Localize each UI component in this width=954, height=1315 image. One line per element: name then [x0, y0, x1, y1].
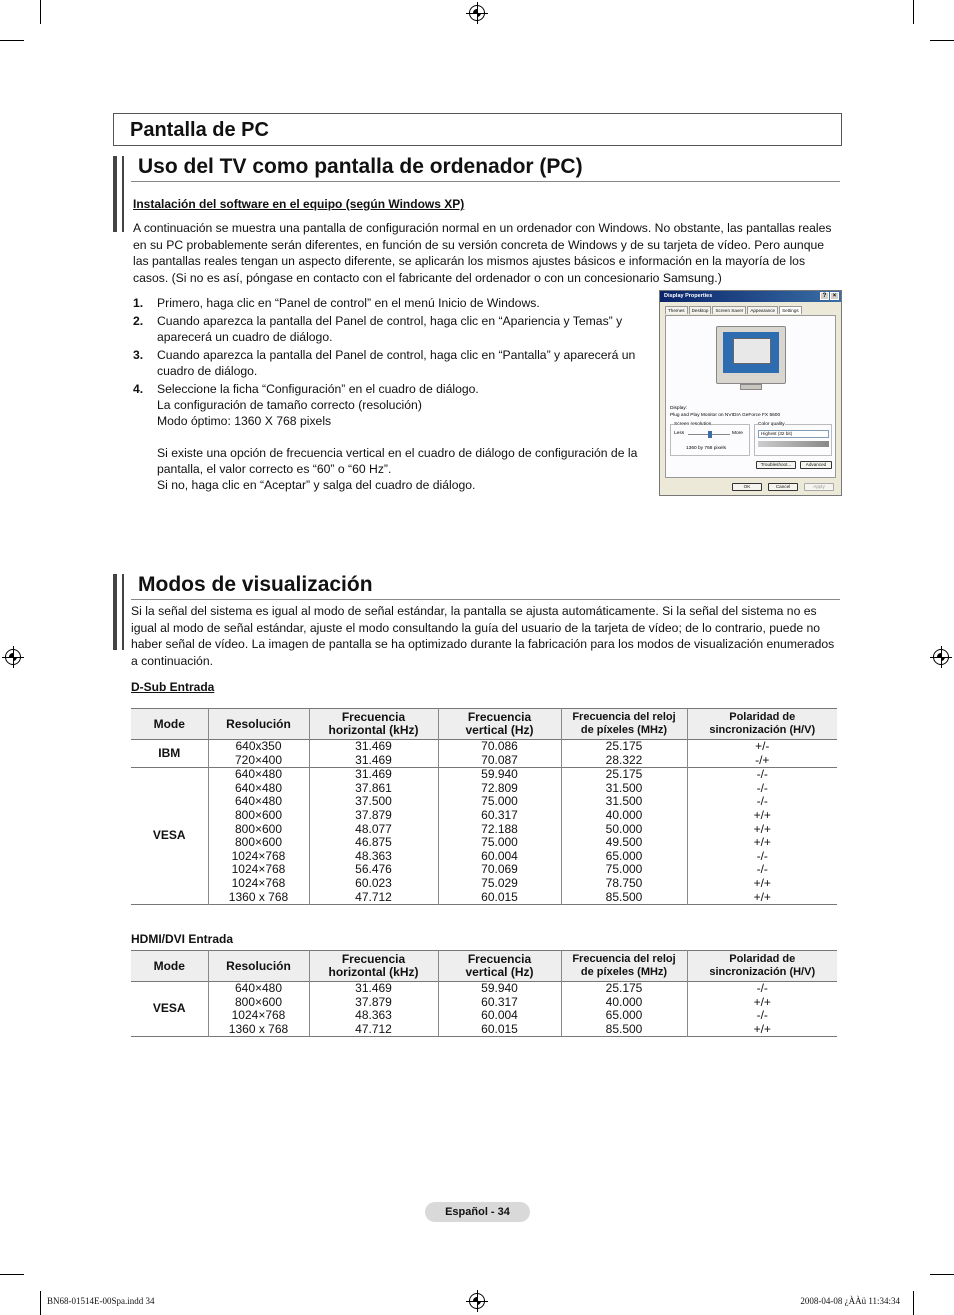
date-slug: 2008-04-08 ¿ÀÀü 11:34:34: [800, 1296, 900, 1306]
cell-line: +/+: [753, 835, 771, 850]
header-clock: Frecuencia del reloj de píxeles (MHz): [561, 709, 687, 740]
header-vfreq: Frecuencia vertical (Hz): [438, 951, 561, 982]
dialog-tabs: [660, 302, 841, 314]
cell-line: 72.188: [481, 821, 518, 836]
step-text: Cuando aparezca la pantalla del Panel de control, haga clic en “Apariencia y Temas” y aparecerá un cuadro de diálogo.: [157, 314, 623, 344]
cell-line: -/+: [755, 752, 770, 767]
step-item: [133, 381, 648, 493]
cell-line: +/+: [753, 994, 771, 1009]
cell-line: 60.317: [481, 994, 518, 1009]
cell-line: 70.086: [481, 739, 518, 753]
cell-line: 1024×768: [231, 862, 286, 877]
cell-line: 65.000: [605, 1008, 643, 1023]
table-row: [131, 768, 837, 905]
cell-line: 37.500: [355, 794, 392, 809]
tab-themes[interactable]: Themes: [665, 306, 688, 314]
monitor-stand: [740, 384, 762, 390]
cell-line: +/-: [755, 739, 770, 753]
cell-line: +/+: [753, 821, 771, 836]
cell-line: 47.712: [355, 1021, 392, 1036]
cell-hfreq: [309, 982, 438, 1037]
cell-line: 640x350: [235, 739, 282, 753]
header-clock: Frecuencia del reloj de píxeles (MHz): [561, 951, 687, 982]
color-quality-select[interactable]: [758, 430, 829, 438]
close-icon[interactable]: ×: [830, 292, 839, 300]
slider-handle[interactable]: [708, 431, 712, 438]
crop-mark: [913, 0, 914, 24]
cell-resolution: [208, 740, 309, 768]
cell-line: -/-: [756, 780, 768, 795]
cell-line: 48.077: [355, 821, 392, 836]
page-title: Pantalla de PC: [130, 119, 269, 141]
step-item: [133, 295, 648, 311]
step4-note: Si existe una opción de frecuencia vertical en el cuadro de diálogo de configuración de la pantalla, el valor correcto es “60” o “60 Hz”.: [157, 446, 638, 476]
color-group: [754, 424, 832, 456]
hdmi-label: HDMI/DVI Entrada: [131, 932, 234, 946]
cell-line: 60.004: [481, 1008, 518, 1023]
section1-subheading: Instalación del software en el equipo (según Windows XP): [133, 197, 465, 211]
cell-polarity: [687, 740, 837, 768]
cell-line: -/-: [756, 767, 768, 782]
cell-line: 1024×768: [231, 1008, 286, 1023]
dialog-title: Display Properties: [664, 293, 713, 299]
cell-line: 25.175: [605, 739, 643, 753]
help-icon[interactable]: ?: [820, 292, 829, 300]
section-bar: [113, 156, 124, 232]
cell-line: 37.861: [355, 780, 392, 795]
table-row: [131, 740, 837, 768]
cell-line: 60.015: [481, 1021, 518, 1036]
registration-mark-icon: [469, 1293, 485, 1309]
cell-line: 75.000: [481, 835, 518, 850]
cell-line: 800×600: [234, 807, 283, 822]
table-header-row: [131, 951, 837, 982]
resolution-label: Screen resolution: [674, 422, 712, 427]
step4-line: La configuración de tamaño correcto (resolución): [157, 398, 422, 412]
cell-line: 48.363: [355, 1008, 392, 1023]
cell-mode: VESA: [131, 768, 208, 905]
crop-mark: [40, 0, 41, 24]
cell-line: 56.476: [355, 862, 392, 877]
resolution-group: [670, 424, 750, 456]
color-bar: [758, 441, 829, 447]
crop-mark: [930, 40, 954, 41]
cell-vfreq: [438, 740, 561, 768]
registration-mark-icon: [5, 649, 21, 665]
cell-line: 31.500: [605, 794, 643, 809]
section-bar: [113, 574, 124, 650]
cell-line: 59.940: [481, 767, 518, 782]
steps-list: [133, 295, 648, 495]
step-number: 4.: [133, 382, 144, 396]
tab-screen-saver[interactable]: Screen Saver: [712, 306, 746, 314]
cell-line: 31.500: [605, 780, 643, 795]
cell-line: +/+: [753, 807, 771, 822]
cell-line: 59.940: [481, 981, 518, 995]
cell-line: 31.469: [355, 981, 392, 995]
step-text: [157, 381, 648, 493]
cell-polarity: [687, 982, 837, 1037]
header-vfreq: Frecuencia vertical (Hz): [438, 709, 561, 740]
table-header-row: [131, 709, 837, 740]
troubleshoot-button[interactable]: Troubleshoot...: [756, 461, 796, 469]
tab-appearance[interactable]: Appearance: [747, 306, 778, 314]
header-mode: Mode: [131, 709, 208, 740]
cell-line: 1024×768: [231, 875, 286, 890]
header-mode: Mode: [131, 951, 208, 982]
settings-panel: [665, 315, 836, 478]
cell-clock: [561, 768, 687, 905]
section1-intro: A continuación se muestra una pantalla de configuración normal en un ordenador con Windows. No obstante, las pantallas reales en su PC probablemente serán diferentes, en función de su versión concreta de Windows y de su tarjeta de vídeo. Pero aunque las pantallas reales tengan un aspecto diferente, se aplicarán los mismos ajustes básicos e información en la mayoría de los casos. (Si no es así, póngase en contacto con el fabricante del ordenador o con un concesionario Samsung.): [133, 221, 832, 285]
cell-line: +/+: [753, 889, 771, 904]
step-item: [133, 313, 648, 345]
cell-line: 25.175: [605, 767, 643, 782]
cell-line: 72.809: [481, 780, 518, 795]
cell-line: 720×400: [234, 752, 283, 767]
cell-line: -/-: [756, 794, 768, 809]
cell-line: 60.023: [355, 875, 392, 890]
cell-line: 78.750: [605, 875, 643, 890]
cell-polarity: [687, 768, 837, 905]
dsub-modes-table: [131, 708, 837, 905]
hdmi-modes-table: [131, 950, 837, 1037]
cell-line: 37.879: [355, 994, 392, 1009]
table-row: [131, 982, 837, 1037]
cell-line: 800×600: [234, 994, 283, 1009]
step-text: Primero, haga clic en “Panel de control” en el menú Inicio de Windows.: [157, 296, 540, 310]
cell-line: 800×600: [234, 821, 283, 836]
cell-line: 50.000: [605, 821, 643, 836]
cell-line: -/-: [756, 981, 768, 995]
cell-resolution: [208, 982, 309, 1037]
cell-vfreq: [438, 768, 561, 905]
advanced-button[interactable]: Advanced: [800, 461, 832, 469]
cell-line: 640×480: [234, 794, 283, 809]
monitor-icon: [716, 326, 786, 384]
header-polarity: Polaridad de sincronización (H/V): [687, 709, 837, 740]
step-item: [133, 347, 648, 379]
cell-line: -/-: [756, 862, 768, 877]
step-number: 1.: [133, 296, 144, 310]
cell-line: 75.000: [481, 794, 518, 809]
cell-line: +/+: [753, 1021, 771, 1036]
cell-line: 25.175: [605, 981, 643, 995]
section2-title: Modos de visualización: [138, 573, 373, 596]
cell-line: 640×480: [234, 981, 283, 995]
cell-line: 40.000: [605, 994, 643, 1009]
cell-line: 1024×768: [231, 848, 286, 863]
header-hfreq: Frecuencia horizontal (kHz): [309, 951, 438, 982]
cell-line: -/-: [756, 1008, 768, 1023]
cell-line: 1360 x 768: [228, 889, 289, 904]
step-text: Cuando aparezca la pantalla del Panel de control, haga clic en “Pantalla” y aparecerá un cuadro de diálogo.: [157, 348, 636, 378]
cell-clock: [561, 982, 687, 1037]
dsub-label: D-Sub Entrada: [131, 680, 215, 694]
cell-hfreq: [309, 740, 438, 768]
header-resolution: Resolución: [208, 951, 309, 982]
cell-mode: VESA: [131, 982, 208, 1037]
step4-note: Si no, haga clic en “Aceptar” y salga del cuadro de diálogo.: [157, 478, 476, 492]
cell-line: 47.712: [355, 889, 392, 904]
cell-line: 800×600: [234, 835, 283, 850]
header-hfreq: Frecuencia horizontal (kHz): [309, 709, 438, 740]
step4-line: Modo óptimo: 1360 X 768 pixels: [157, 414, 332, 428]
section-rule: [131, 599, 840, 600]
cell-line: 31.469: [355, 739, 392, 753]
step4-text: Seleccione la ficha “Configuración” en el cuadro de diálogo.: [157, 382, 479, 396]
cell-line: 48.363: [355, 848, 392, 863]
cell-line: 70.069: [481, 862, 518, 877]
tab-settings[interactable]: Settings: [779, 306, 802, 314]
step-number: 2.: [133, 314, 144, 328]
more-label: More: [732, 431, 743, 436]
registration-mark-icon: [469, 5, 485, 21]
header-polarity: Polaridad de sincronización (H/V): [687, 951, 837, 982]
cell-line: 28.322: [605, 752, 643, 767]
cell-line: 1360 x 768: [228, 1021, 289, 1036]
apply-button[interactable]: Apply: [804, 483, 834, 491]
ok-button[interactable]: OK: [732, 483, 762, 491]
cell-resolution: [208, 768, 309, 905]
cell-clock: [561, 740, 687, 768]
header-resolution: Resolución: [208, 709, 309, 740]
section2-intro: Si la señal del sistema es igual al modo de señal estándar, la pantalla se ajusta automáticamente. Si la señal del sistema no es igual al modo de señal estándar, ajuste el modo consultando la guía del usuario de la tarjeta de vídeo; de lo contrario, puede no haber señal de vídeo. La imagen de pantalla se ha optimizado durante la fabricación para los modos de visualización enumerados a continuación.: [131, 604, 835, 668]
crop-mark: [40, 1291, 41, 1315]
page-heading-box: [113, 113, 842, 146]
less-label: Less: [674, 431, 685, 436]
cell-line: 60.015: [481, 889, 518, 904]
cell-line: 60.004: [481, 848, 518, 863]
crop-mark: [0, 40, 24, 41]
cell-line: 75.029: [481, 875, 518, 890]
color-label: Color quality: [758, 422, 785, 427]
crop-mark: [0, 1274, 24, 1275]
cell-line: 640×480: [234, 767, 283, 782]
color-quality-value: Highest (32 bit): [761, 431, 793, 436]
cell-line: 65.000: [605, 848, 643, 863]
cell-line: 49.500: [605, 835, 643, 850]
section-rule: [131, 181, 840, 182]
dialog-title-bar: [660, 291, 841, 302]
cell-line: 85.500: [605, 889, 643, 904]
cell-line: 60.317: [481, 807, 518, 822]
cell-line: 640×480: [234, 780, 283, 795]
cell-line: +/+: [753, 875, 771, 890]
cell-vfreq: [438, 982, 561, 1037]
cell-line: 31.469: [355, 767, 392, 782]
cell-line: 31.469: [355, 752, 392, 767]
file-slug: BN68-01514E-00Spa.indd 34: [47, 1296, 155, 1306]
registration-mark-icon: [933, 649, 949, 665]
display-properties-dialog: [659, 290, 842, 496]
crop-mark: [930, 1274, 954, 1275]
page-number-badge: Español - 34: [425, 1202, 530, 1222]
cell-line: 75.000: [605, 862, 643, 877]
display-value: Plug and Play Monitor on NVIDIA GeForce FX 5600: [670, 413, 781, 418]
resolution-value: 1360 by 768 pixels: [686, 446, 727, 451]
tab-desktop[interactable]: Desktop: [689, 306, 712, 314]
cell-line: -/-: [756, 848, 768, 863]
cell-line: 85.500: [605, 1021, 643, 1036]
cell-line: 70.087: [481, 752, 518, 767]
cell-line: 46.875: [355, 835, 392, 850]
cell-line: 37.879: [355, 807, 392, 822]
display-label: Display:: [670, 406, 688, 411]
cell-line: 40.000: [605, 807, 643, 822]
cell-hfreq: [309, 768, 438, 905]
step-number: 3.: [133, 348, 144, 362]
cell-mode: IBM: [131, 740, 208, 768]
crop-mark: [913, 1291, 914, 1315]
cancel-button[interactable]: Cancel: [768, 483, 798, 491]
section1-title: Uso del TV como pantalla de ordenador (PC): [138, 155, 583, 178]
